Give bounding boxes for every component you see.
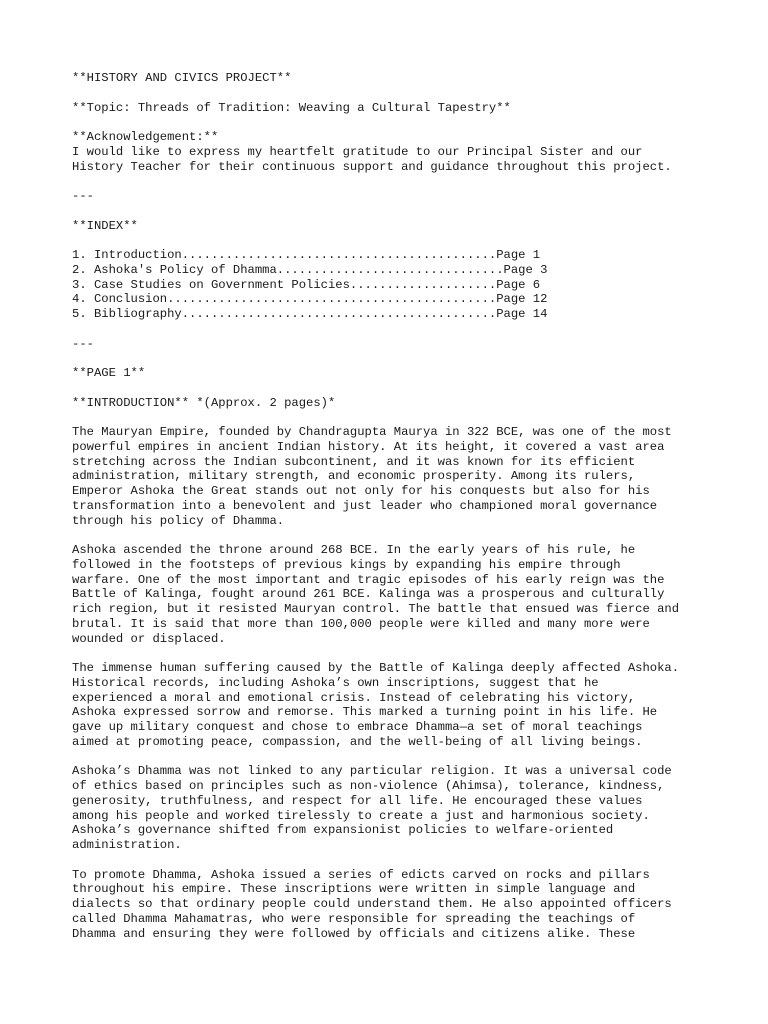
paragraph-line: among his people and worked tirelessly to create a just and harmonious society. — [72, 808, 650, 823]
paragraph-line: through his policy of Dhamma. — [72, 513, 285, 528]
acknowledgement-line: History Teacher for their continuous support and guidance throughout this project. — [72, 159, 672, 174]
index-entry: 2. Ashoka's Policy of Dhamma...............................Page 3 — [72, 262, 548, 277]
paragraph-line: transformation into a benevolent and just leader who championed moral governance — [72, 498, 658, 513]
paragraph-line: To promote Dhamma, Ashoka issued a series of edicts carved on rocks and pillars — [72, 867, 650, 882]
paragraph-line: Battle of Kalinga, fought around 261 BCE. Kalinga was a prosperous and culturally — [72, 587, 665, 602]
topic-line: **Topic: Threads of Tradition: Weaving a Cultural Tapestry** — [72, 100, 511, 115]
paragraph-line: followed in the footsteps of previous kings by expanding his empire through — [72, 557, 621, 572]
paragraph-line: Ashoka’s Dhamma was not linked to any particular religion. It was a universal code — [72, 764, 672, 779]
paragraph — [72, 661, 712, 750]
paragraph-line: wounded or displaced. — [72, 631, 226, 646]
paragraph-line: experienced a moral and emotional crisis. Instead of celebrating his victory, — [72, 690, 636, 705]
paragraph-line: aimed at promoting peace, compassion, and the well-being of all living beings. — [72, 734, 643, 749]
paragraph-line: Ashoka’s governance shifted from expansionist policies to welfare-oriented — [72, 823, 614, 838]
paragraph-line: warfare. One of the most important and tragic episodes of his early reign was the — [72, 572, 665, 587]
paragraph-line: Emperor Ashoka the Great stands out not only for his conquests but also for his — [72, 484, 650, 498]
paragraph-line: Ashoka ascended the throne around 268 BCE. In the early years of his rule, he — [72, 543, 636, 557]
paragraph-line: powerful empires in ancient Indian history. At its height, it covered a vast area — [72, 439, 665, 454]
paragraph — [72, 868, 712, 942]
document-page — [72, 71, 712, 941]
introduction-heading: **INTRODUCTION** *(Approx. 2 pages)* — [72, 395, 336, 410]
paragraph-line: of ethics based on principles such as non-violence (Ahimsa), tolerance, kindness, — [72, 779, 665, 793]
paragraph — [72, 764, 712, 853]
paragraph-line: called Dhamma Mahamatras, who were responsible for spreading the teachings of — [72, 911, 636, 926]
paragraph-line: The Mauryan Empire, founded by Chandragupta Maurya in 322 BCE, was one of the most — [72, 425, 672, 439]
paragraph-line: Ashoka expressed sorrow and remorse. This marked a turning point in his life. He — [72, 705, 658, 720]
paragraph-line: Historical records, including Ashoka’s own inscriptions, suggest that he — [72, 675, 599, 690]
paragraph — [72, 425, 712, 528]
paragraph-line: administration, military strength, and economic prosperity. Among its rulers, — [72, 469, 636, 484]
paragraph-line: brutal. It is said that more than 100,000 people were killed and many more were — [72, 616, 650, 631]
page-label: **PAGE 1** — [72, 366, 146, 380]
index-entry: 1. Introduction...........................................Page 1 — [72, 248, 541, 262]
index-entry: 4. Conclusion.............................................Page 12 — [72, 292, 548, 307]
paragraph — [72, 543, 712, 646]
index-heading: **INDEX** — [72, 218, 138, 233]
acknowledgement-heading: **Acknowledgement:** — [72, 130, 219, 144]
index-entry: 3. Case Studies on Government Policies....................Page 6 — [72, 277, 541, 292]
paragraph-line: gave up military conquest and chose to embrace Dhamma—a set of moral teachings — [72, 720, 643, 734]
paragraph-line: rich region, but it resisted Mauryan control. The battle that ensued was fierce and — [72, 602, 680, 616]
paragraph-line: administration. — [72, 838, 182, 852]
index-entry: 5. Bibliography...........................................Page 14 — [72, 307, 548, 321]
paragraph-line: The immense human suffering caused by the Battle of Kalinga deeply affected Ashoka. — [72, 661, 680, 675]
paragraph-line: Dhamma and ensuring they were followed by officials and citizens alike. These — [72, 926, 636, 941]
section-separator: --- — [72, 189, 94, 203]
project-title: **HISTORY AND CIVICS PROJECT** — [72, 71, 292, 85]
paragraph-line: dialects so that ordinary people could understand them. He also appointed officers — [72, 897, 672, 911]
acknowledgement-line: I would like to express my heartfelt gratitude to our Principal Sister and our — [72, 144, 643, 159]
paragraph-line: generosity, truthfulness, and respect for all life. He encouraged these values — [72, 793, 643, 808]
paragraph-line: throughout his empire. These inscriptions were written in simple language and — [72, 882, 636, 897]
paragraph-line: stretching across the Indian subcontinent, and it was known for its efficient — [72, 454, 636, 469]
section-separator: --- — [72, 336, 94, 351]
